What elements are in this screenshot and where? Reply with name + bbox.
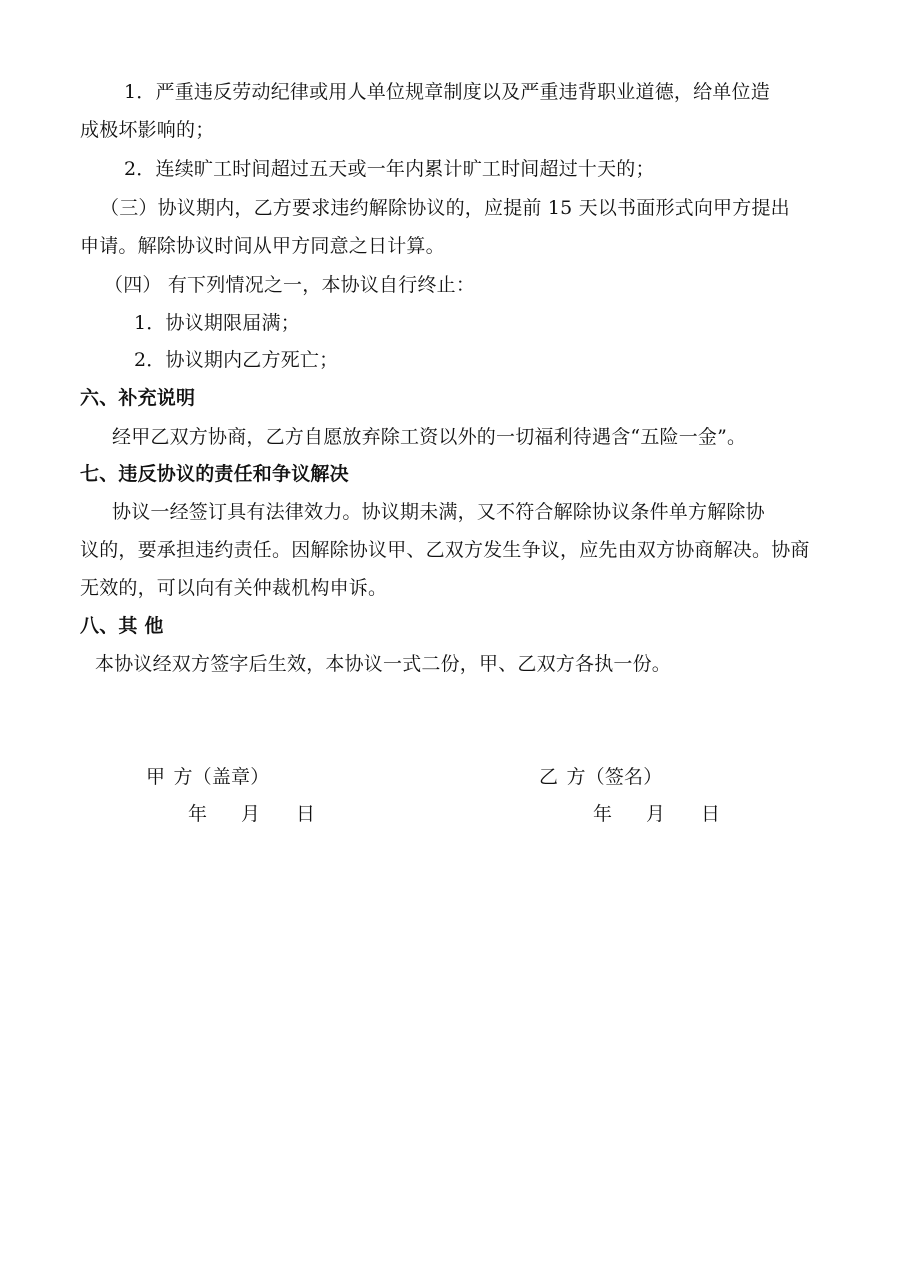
party-a-year: 年 bbox=[188, 803, 208, 825]
section-eight-body: 本协议经双方签字后生效，本协议一式二份，甲、乙双方各执一份。 bbox=[95, 653, 672, 675]
section-seven-body-line-1: 协议一经签订具有法律效力。协议期未满，又不符合解除协议条件单方解除协 bbox=[112, 501, 765, 523]
clause-four-item-2: 2．协议期内乙方死亡； bbox=[134, 349, 339, 371]
clause-three-line-2: 申请。解除协议时间从甲方同意之日计算。 bbox=[80, 235, 445, 257]
clause-1-line-1: 1．严重违反劳动纪律或用人单位规章制度以及严重违背职业道德，给单位造 bbox=[124, 81, 770, 103]
section-six-heading: 六、补充说明 bbox=[80, 387, 196, 409]
section-seven-body-line-2: 议的，要承担违约责任。因解除协议甲、乙双方发生争议，应先由双方协商解决。协商 bbox=[80, 539, 810, 561]
party-b-year: 年 bbox=[593, 803, 613, 825]
clause-four-item-1: 1．协议期限届满； bbox=[134, 312, 300, 334]
clause-three-line-1: （三）协议期内，乙方要求违约解除协议的，应提前 15 天以书面形式向甲方提出 bbox=[100, 197, 790, 219]
clause-1-line-2: 成极坏影响的； bbox=[80, 119, 215, 141]
section-seven-heading: 七、违反协议的责任和争议解决 bbox=[80, 463, 349, 485]
section-eight-heading: 八、其 他 bbox=[80, 615, 164, 637]
party-a-date bbox=[188, 801, 315, 827]
clause-four: （四） 有下列情况之一，本协议自行终止： bbox=[104, 274, 476, 296]
section-six-body: 经甲乙双方协商，乙方自愿放弃除工资以外的一切福利待遇含“五险一金”。 bbox=[112, 426, 747, 448]
party-b-month: 月 bbox=[646, 803, 666, 825]
party-a-seal-label: 甲 方（盖章） bbox=[146, 766, 270, 788]
section-seven-body-line-3: 无效的，可以向有关仲裁机构申诉。 bbox=[80, 577, 388, 599]
party-b-day: 日 bbox=[701, 803, 721, 825]
party-b-date bbox=[593, 801, 720, 827]
clause-2: 2．连续旷工时间超过五天或一年内累计旷工时间超过十天的； bbox=[124, 158, 655, 180]
party-b-signature-label: 乙 方（签名） bbox=[539, 766, 663, 788]
party-a-day: 日 bbox=[296, 803, 316, 825]
party-a-month: 月 bbox=[241, 803, 261, 825]
